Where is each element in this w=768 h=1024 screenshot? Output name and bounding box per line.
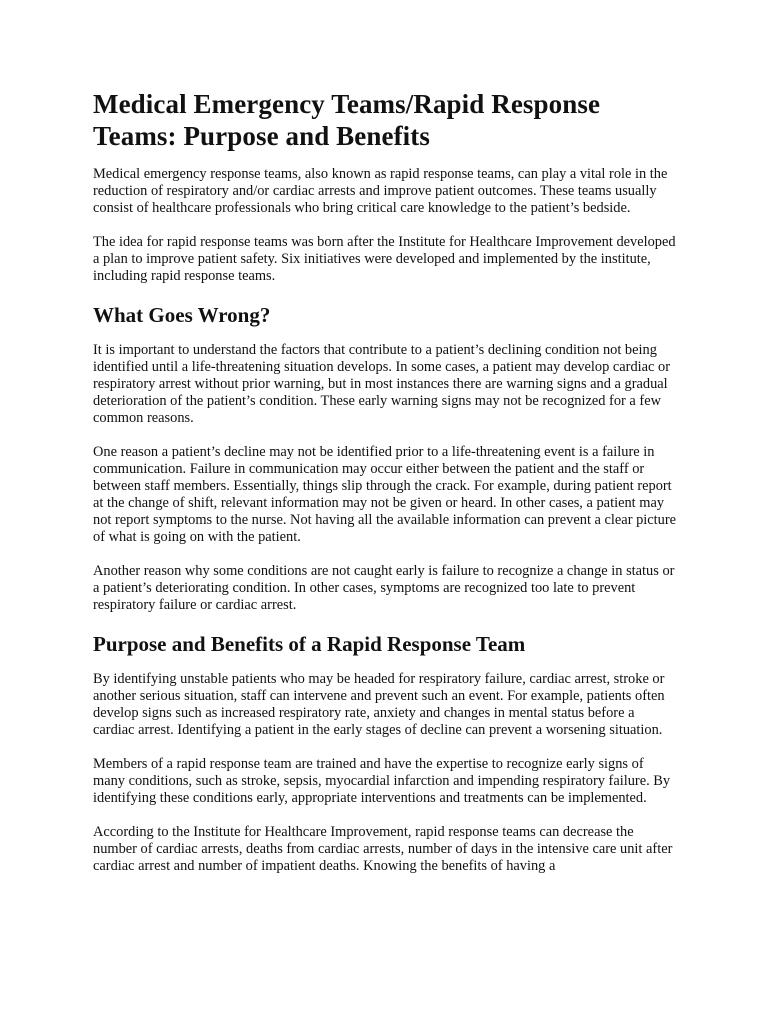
section2-paragraph-1: By identifying unstable patients who may be headed for respiratory failure, cardiac arrest, stroke or another serious situation, staff can intervene and prevent such an event. For example, patients often develop signs such as increased respiratory rate, anxiety and changes in mental status before a cardiac arrest. Identifying a patient in the early stages of decline can prevent a worsening situation. xyxy=(93,671,665,738)
section2-paragraph-2: Members of a rapid response team are trained and have the expertise to recognize early signs of many conditions, such as stroke, sepsis, myocardial infarction and impending respiratory failure. By identifying these conditions early, appropriate interventions and treatments can be implemented. xyxy=(93,756,671,806)
section-heading-purpose-benefits: Purpose and Benefits of a Rapid Response Team xyxy=(93,632,526,656)
section1-paragraph-1: It is important to understand the factors that contribute to a patient’s declining condition not being identified until a life-threatening situation develops. In some cases, a patient may develop cardiac or respiratory arrest without prior warning, but in most instances there are warning signs and a gradual deterioration of the patient’s condition. These early warning signs may not be recognized for a few common reasons. xyxy=(93,342,671,426)
section1-paragraph-3: Another reason why some conditions are not caught early is failure to recognize a change in status or a patient’s deteriorating condition. In other cases, symptoms are recognized too late to prevent respiratory failure or cardiac arrest. xyxy=(93,563,675,613)
section1-paragraph-2: One reason a patient’s decline may not be identified prior to a life-threatening event is a failure in communication. Failure in communication may occur either between the patient and the staff or between staff members. Essentially, things slip through the crack. For example, during patient report at the change of shift, relevant information may not be given or heard. In other cases, a patient may not report symptoms to the nurse. Not having all the available information can prevent a clear picture of what is going on with the patient. xyxy=(93,444,677,545)
document-page xyxy=(93,88,677,875)
intro-paragraph-1: Medical emergency response teams, also known as rapid response teams, can play a vital role in the reduction of respiratory and/or cardiac arrests and improve patient outcomes. These teams usually consist of healthcare professionals who bring critical care knowledge to the patient’s bedside. xyxy=(93,166,668,216)
section-heading-what-goes-wrong: What Goes Wrong? xyxy=(93,303,271,327)
page-title: Medical Emergency Teams/Rapid Response Teams: Purpose and Benefits xyxy=(93,89,601,151)
intro-paragraph-2: The idea for rapid response teams was born after the Institute for Healthcare Improvement developed a plan to improve patient safety. Six initiatives were developed and implemented by the institute, including rapid response teams. xyxy=(93,234,676,284)
section2-paragraph-3: According to the Institute for Healthcare Improvement, rapid response teams can decrease the number of cardiac arrests, deaths from cardiac arrests, number of days in the intensive care unit after cardiac arrest and number of impatient deaths. Knowing the benefits of having a xyxy=(93,824,673,874)
